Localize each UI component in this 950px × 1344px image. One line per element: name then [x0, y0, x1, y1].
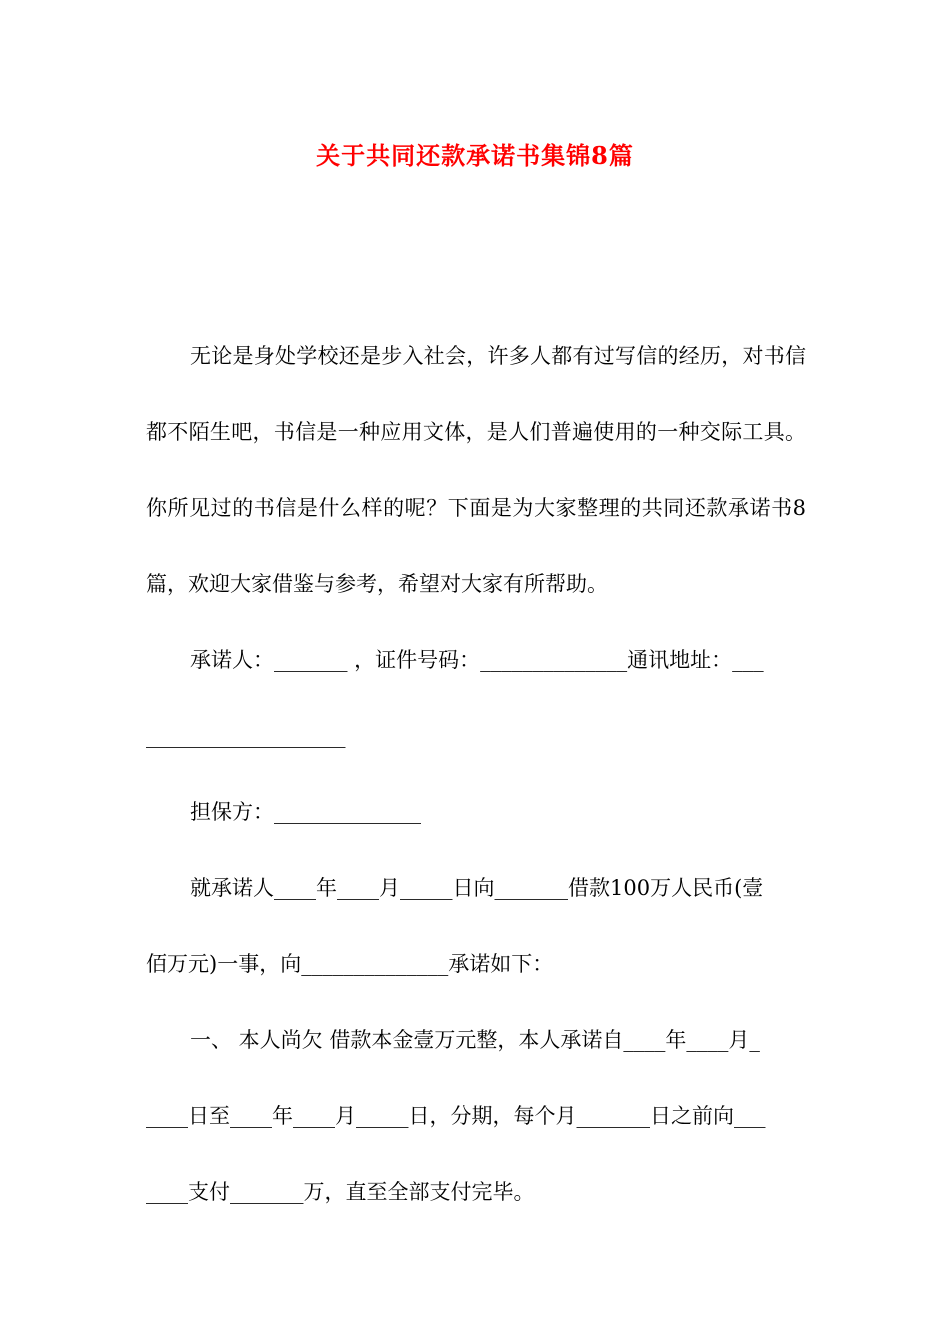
document-title: 关于共同还款承诺书集锦8篇: [316, 141, 634, 170]
item-one-line-continued: ____日至____年____月_____日，分期，每个月_______日之前向___: [146, 1104, 766, 1128]
promisor-line-continued: ___________________: [146, 724, 346, 748]
item-one-line-end: ____支付_______万，直至全部支付完毕。: [146, 1180, 535, 1204]
document-body: [146, 318, 806, 1230]
loan-line: 就承诺人____年____月_____日向_______借款100万人民币(壹: [190, 876, 764, 900]
intro-paragraph: 无论是身处学校还是步入社会，许多人都有过写信的经历，对书信都不陌生吧，书信是一种应用文体，是人们普遍使用的一种交际工具。你所见过的书信是什么样的呢？下面是为大家整理的共同还款承诺书8篇，欢迎大家借鉴与参考，希望对大家有所帮助。: [146, 344, 806, 596]
guarantor-line: 担保方：______________: [190, 800, 421, 824]
promisor-line: 承诺人：_______ ，证件号码：______________通讯地址：___: [190, 648, 764, 672]
item-one-line: 一、 本人尚欠 借款本金壹万元整，本人承诺自____年____月_: [190, 1028, 760, 1052]
loan-line-continued: 佰万元)一事，向______________承诺如下：: [146, 952, 554, 976]
